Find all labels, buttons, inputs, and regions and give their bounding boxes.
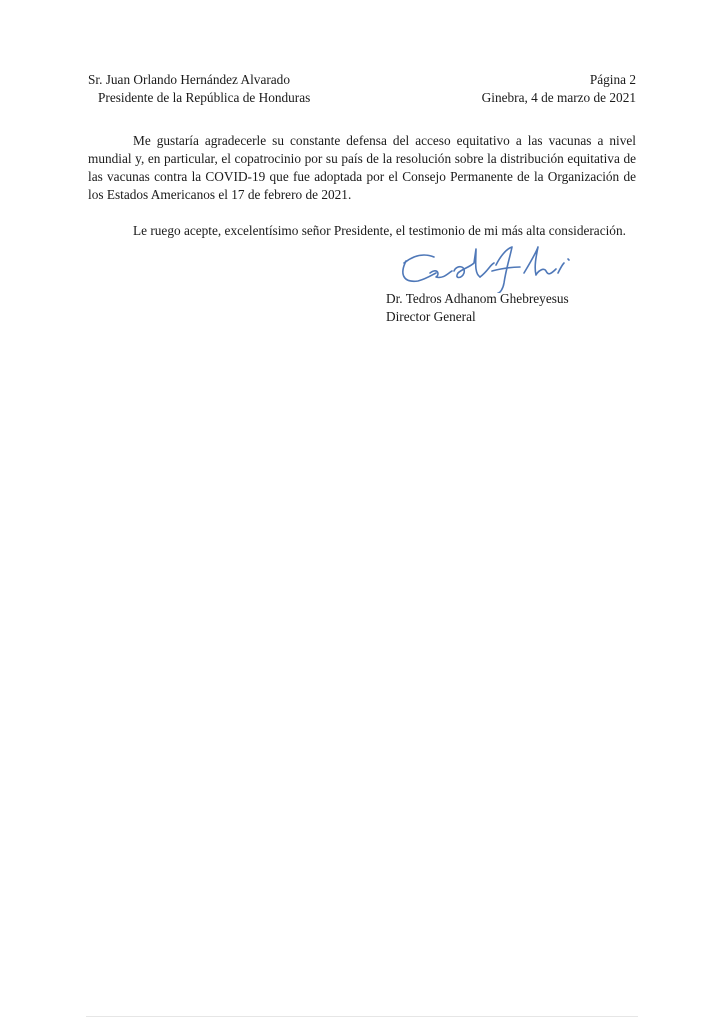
- closing-paragraph: Le ruego acepte, excelentísimo señor Presidente, el testimonio de mi más alta consideración.: [133, 223, 626, 238]
- recipient-title: Presidente de la República de Honduras: [98, 90, 311, 105]
- handwritten-signature: [396, 243, 586, 293]
- footer-divider: [86, 1016, 638, 1017]
- signer-block: [386, 290, 569, 326]
- body-paragraph: Me gustaría agradecerle su constante defensa del acceso equitativo a las vacunas a nivel mundial y, en particular, el copatrocinio por su país de la resolución sobre la distribución equitativa de las vacunas contra la COVID-19 que fue adoptada por el Consejo Permanente de la Organización de los Estados Americanos el 17 de febrero de 2021.: [88, 133, 636, 202]
- signer-title: Director General: [386, 309, 476, 324]
- signer-name: Dr. Tedros Adhanom Ghebreyesus: [386, 291, 569, 306]
- page-meta: [482, 71, 636, 107]
- place-date: Ginebra, 4 de marzo de 2021: [481, 90, 636, 105]
- recipient-block: [88, 71, 310, 107]
- page-number: Página 2: [589, 72, 636, 87]
- recipient-name: Sr. Juan Orlando Hernández Alvarado: [88, 72, 290, 87]
- letter-body: [88, 132, 636, 240]
